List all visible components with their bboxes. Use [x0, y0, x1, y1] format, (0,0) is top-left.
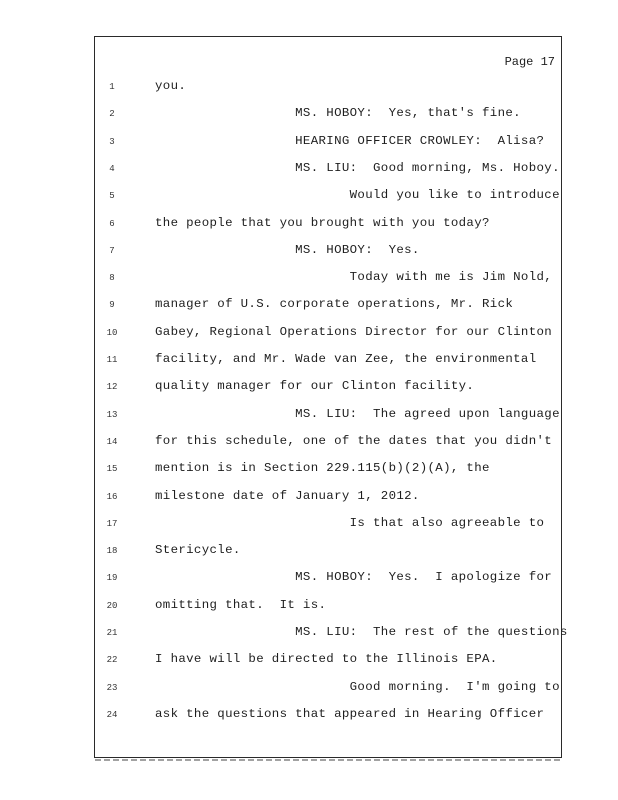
transcript-line — [95, 625, 568, 645]
page-number: Page 17 — [504, 55, 555, 69]
line-number: 15 — [106, 464, 118, 475]
line-text: ask the questions that appeared in Hearing Officer — [155, 706, 545, 721]
line-number: 23 — [106, 682, 118, 693]
line-text: I have will be directed to the Illinois EPA. — [155, 652, 498, 667]
line-number: 24 — [106, 709, 118, 720]
line-number: 2 — [109, 109, 115, 120]
line-number: 21 — [106, 628, 118, 638]
line-number: 7 — [109, 245, 115, 256]
transcript-line — [95, 461, 561, 481]
transcript-line — [95, 243, 561, 263]
transcript-line — [95, 161, 561, 181]
transcript-line — [95, 79, 561, 99]
line-number: 16 — [106, 491, 118, 502]
transcript-line — [95, 134, 561, 154]
line-number: 8 — [109, 273, 115, 284]
line-text: the people that you brought with you today? — [155, 215, 490, 230]
line-text: MS. LIU: The rest of the questions — [155, 625, 568, 639]
line-number: 12 — [106, 382, 118, 393]
line-number: 1 — [109, 82, 115, 92]
transcript-line — [95, 188, 561, 208]
line-text: omitting that. It is. — [155, 597, 327, 612]
transcript-line — [95, 434, 561, 454]
transcript-line — [95, 379, 561, 399]
transcript-line — [95, 516, 561, 536]
line-text: MS. LIU: Good morning, Ms. Hoboy. — [155, 160, 560, 175]
transcript-line — [95, 652, 561, 672]
line-text: Gabey, Regional Operations Director for our Clinton — [155, 324, 553, 339]
line-number: 17 — [106, 518, 118, 529]
line-text: HEARING OFFICER CROWLEY: Alisa? — [155, 133, 545, 148]
transcript-line — [95, 489, 561, 509]
line-text: milestone date of January 1, 2012. — [155, 488, 420, 503]
line-number: 5 — [109, 191, 115, 202]
line-number: 19 — [106, 573, 118, 584]
line-number: 11 — [106, 355, 118, 365]
line-number: 6 — [109, 218, 115, 229]
line-number: 22 — [106, 655, 118, 666]
line-number: 20 — [106, 600, 118, 611]
line-number: 13 — [106, 409, 118, 420]
transcript-line — [95, 270, 561, 290]
line-text: Today with me is Jim Nold, — [155, 270, 553, 285]
transcript-line — [95, 407, 561, 427]
line-text: Is that also agreeable to — [155, 515, 545, 530]
line-text: MS. HOBOY: Yes. I apologize for — [155, 570, 553, 585]
line-number: 9 — [109, 300, 115, 311]
transcript-line — [95, 106, 561, 126]
transcript-line — [95, 570, 561, 590]
line-number: 3 — [109, 136, 115, 147]
line-text: for this schedule, one of the dates that you didn't — [155, 433, 553, 448]
transcript-line — [95, 680, 561, 700]
line-number: 18 — [106, 546, 118, 557]
transcript-page — [94, 36, 568, 758]
line-number: 14 — [106, 436, 118, 447]
transcript-line — [95, 543, 561, 563]
line-text: Would you like to introduce — [155, 188, 560, 203]
line-text: Good morning. I'm going to — [155, 679, 560, 694]
line-text: MS. HOBOY: Yes. — [155, 242, 420, 257]
transcript-line — [95, 325, 561, 345]
transcript-line — [95, 297, 561, 317]
line-text: Stericycle. — [155, 543, 241, 558]
line-text: MS. LIU: The agreed upon language — [155, 406, 560, 421]
transcript-line — [95, 598, 561, 618]
line-text: facility, and Mr. Wade van Zee, the environmental — [155, 352, 537, 366]
transcript-line — [95, 352, 561, 372]
line-number: 10 — [106, 327, 118, 338]
line-text: you. — [155, 79, 187, 93]
line-text: mention is in Section 229.115(b)(2)(A), the — [155, 461, 490, 476]
line-number: 4 — [109, 163, 115, 174]
line-text: quality manager for our Clinton facility. — [155, 379, 475, 394]
transcript-line — [95, 707, 561, 727]
line-text: manager of U.S. corporate operations, Mr. Rick — [155, 297, 514, 312]
line-text: MS. HOBOY: Yes, that's fine. — [155, 106, 521, 121]
transcript-line — [95, 216, 561, 236]
